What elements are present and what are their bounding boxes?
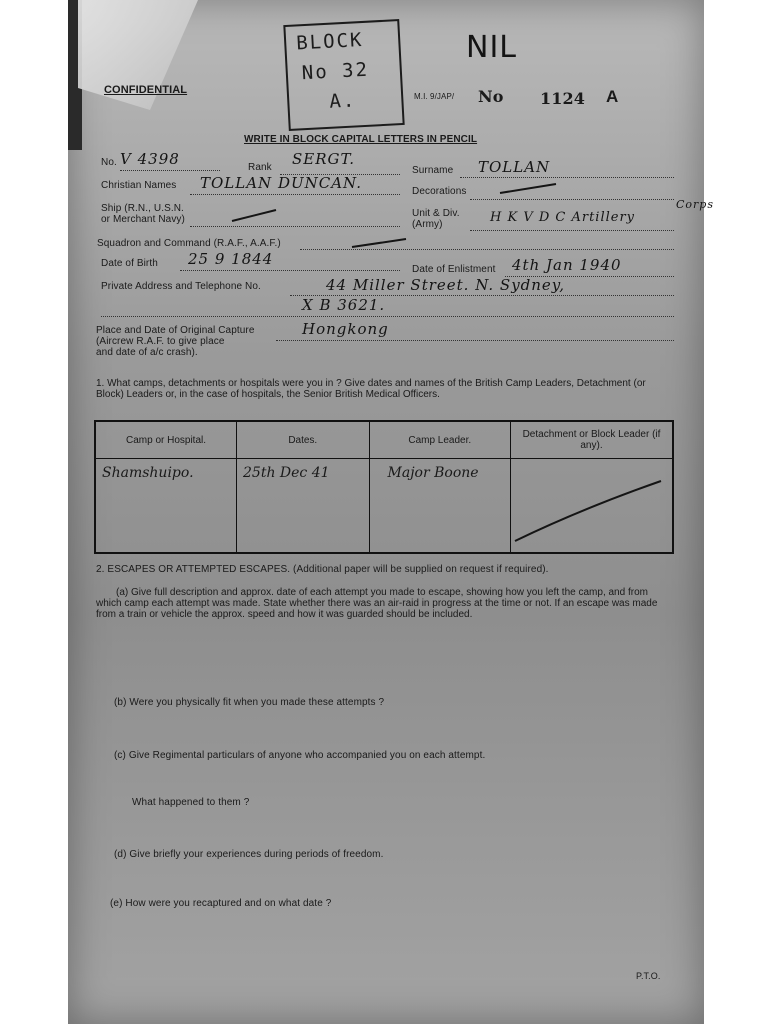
instruction-heading: WRITE IN BLOCK CAPITAL LETTERS IN PENCIL xyxy=(244,134,478,145)
pto-label: P.T.O. xyxy=(636,971,661,981)
enlistment-label: Date of Enlistment xyxy=(412,264,496,275)
christian-names-value: TOLLAN DUNCAN. xyxy=(200,174,362,192)
question-2c: (c) Give Regimental particulars of anyone who accompanied you on each attempt. xyxy=(114,750,486,761)
address-label: Private Address and Telephone No. xyxy=(101,281,261,292)
table-row xyxy=(95,459,673,554)
dob-value: 25 9 1844 xyxy=(188,250,274,268)
unit-value: H K V D C Artillery xyxy=(490,210,636,225)
enlistment-value: 4th Jan 1940 xyxy=(512,256,622,274)
question-2c-followup: What happened to them ? xyxy=(132,797,250,808)
decorations-label: Decorations xyxy=(412,186,467,197)
capture-label-2: (Aircrew R.A.F. to give place xyxy=(96,336,225,347)
form-reference: M.I. 9/JAP/ xyxy=(414,92,455,101)
address-value-2: X B 3621. xyxy=(302,296,386,314)
dates-cell: 25th Dec 41 xyxy=(243,465,330,481)
question-2b: (b) Were you physically fit when you made these attempts ? xyxy=(114,697,385,708)
address-value-1: 44 Miller Street. N. Sydney, xyxy=(326,276,566,294)
decorations-dash xyxy=(498,180,560,196)
handwritten-nil: NIL xyxy=(466,30,518,65)
camps-header-leader: Camp Leader. xyxy=(369,421,510,459)
question-2d: (d) Give briefly your experiences during periods of freedom. xyxy=(114,849,384,860)
surname-label: Surname xyxy=(412,165,454,176)
rank-value: SERGT. xyxy=(292,150,356,168)
no-value: V 4398 xyxy=(120,150,180,168)
block-stamp xyxy=(283,19,404,131)
camp-cell: Shamshuipo. xyxy=(102,465,194,481)
leader-cell: Major Boone xyxy=(387,465,479,481)
camps-header-detachment: Detachment or Block Leader (if any). xyxy=(511,421,674,459)
ship-label-2: or Merchant Navy) xyxy=(101,214,185,225)
confidential-label: CONFIDENTIAL xyxy=(104,84,188,96)
camps-header-dates: Dates. xyxy=(237,421,370,459)
camps-header-camp: Camp or Hospital. xyxy=(95,421,237,459)
ship-dash xyxy=(230,206,280,224)
squadron-label: Squadron and Command (R.A.F., A.A.F.) xyxy=(97,238,281,249)
surname-value: TOLLAN xyxy=(478,158,551,176)
squadron-dash xyxy=(350,234,410,250)
stamp-line-2: No 32 xyxy=(301,58,370,85)
stamp-line-1: BLOCK xyxy=(295,28,364,55)
capture-label-3: and date of a/c crash). xyxy=(96,347,198,358)
unit-extra: Corps xyxy=(676,198,714,211)
no-label: No. xyxy=(101,157,117,168)
camps-table xyxy=(94,420,674,554)
detachment-dash xyxy=(511,459,671,555)
unit-label-2: (Army) xyxy=(412,219,443,230)
christian-names-label: Christian Names xyxy=(101,180,177,191)
section-2-title: 2. ESCAPES OR ATTEMPTED ESCAPES. (Additional paper will be supplied on request if required). xyxy=(96,564,549,575)
capture-label-1: Place and Date of Original Capture xyxy=(96,325,255,336)
section-1-question: 1. What camps, detachments or hospitals were you in ? Give dates and names of the British Camp Leaders, Detachment (or Block) Leaders or, in the case of hospitals, the Senior British Medical Officers. xyxy=(96,378,646,400)
form-number: 1124 xyxy=(540,89,585,108)
question-2a: (a) Give full description and approx. date of each attempt you made to escape, showing how you left the camp, and from which camp each attempt was made. State whether there was an air-raid in progress at the time or not. If an escape was made from a train or vehicle the approx. speed and how it was guarded should be included. xyxy=(96,587,658,620)
number-label: No xyxy=(478,87,504,106)
ship-label-1: Ship (R.N., U.S.N. xyxy=(101,203,184,214)
form-suffix: A xyxy=(606,87,619,106)
rank-label: Rank xyxy=(248,162,272,173)
capture-value: Hongkong xyxy=(302,320,389,338)
unit-label-1: Unit & Div. xyxy=(412,208,460,219)
question-2e: (e) How were you recaptured and on what date ? xyxy=(110,898,332,909)
dob-label: Date of Birth xyxy=(101,258,158,269)
stamp-line-3: A. xyxy=(328,89,357,113)
